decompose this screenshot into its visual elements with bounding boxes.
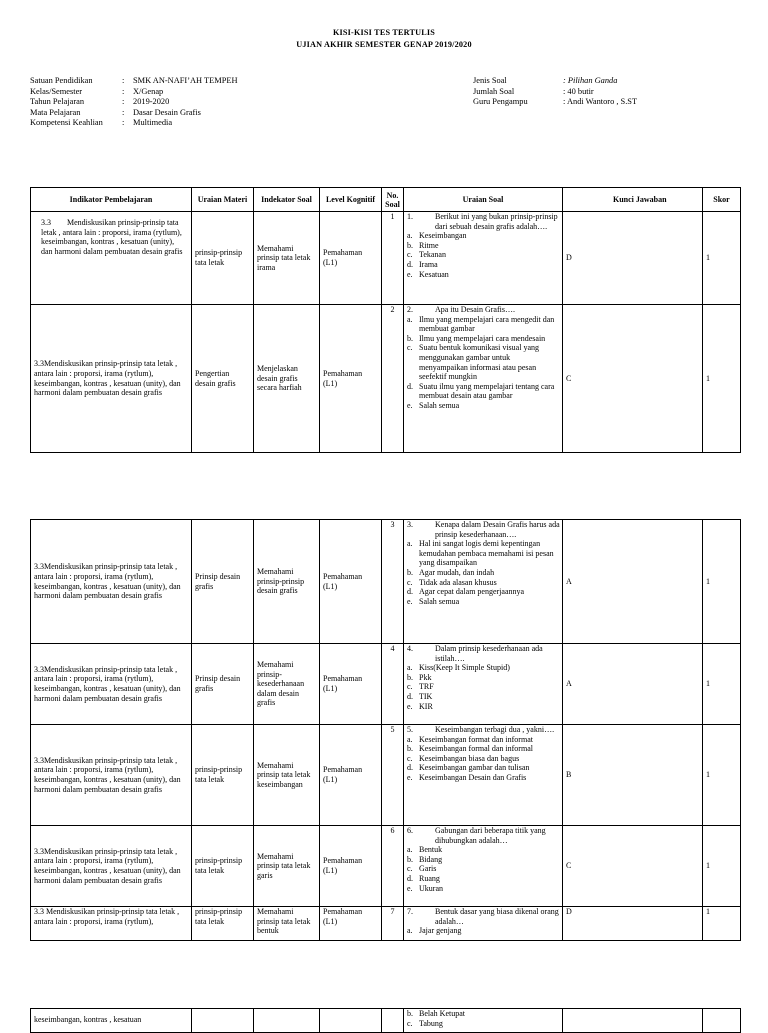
- option: b. Pkk: [407, 672, 432, 682]
- option: e. KIR: [407, 701, 433, 711]
- option: c. Garis: [407, 864, 437, 874]
- option: e. Ukuran: [407, 883, 443, 893]
- stem-number: 3.: [407, 520, 413, 529]
- table-row: [31, 520, 741, 644]
- uraian-soal-cell: [404, 305, 563, 453]
- option: d. Suatu ilmu yang mempelajari tentang cara membuat desain atau gambar: [407, 381, 555, 401]
- info-left: Satuan Pendidikan : SMK AN-NAFI’AH TEMPEH Kelas/Semester : X/Genap Tahun Pelajaran : 2019-2020 Mata Pelajaran : Dasar Desain Grafis Kompetensi Keahlian : Multimedia: [30, 76, 238, 128]
- option: a. Ilmu yang mempelajari cara mengedit dan membuat gambar: [407, 314, 555, 334]
- document-subtitle: UJIAN AKHIR SEMESTER GENAP 2019/2020: [296, 40, 472, 49]
- level-cell: Pemahaman (L1): [320, 305, 382, 453]
- materi-cell: prinsip-prinsip tata letak: [192, 907, 254, 941]
- table-row: [31, 907, 741, 941]
- stem-text: Berikut ini yang bukan prinsip-prinsip dari sebuah desain grafis adalah….: [435, 212, 558, 231]
- info-value: Dasar Desain Grafis: [133, 107, 201, 117]
- document-title: KISI-KISI TES TERTULIS: [332, 28, 436, 37]
- materi-cell: Prinsip desain grafis: [192, 520, 254, 644]
- uraian-soal-cell: [404, 644, 563, 725]
- info-right: [473, 76, 637, 108]
- info-value: X/Genap: [133, 86, 164, 96]
- no-cell: [382, 1009, 404, 1033]
- option: a. Hal ini sangat logis demi kepentingan kemudahan pembaca memahami isi pesan yang disampaikan: [407, 539, 554, 568]
- level-cell: Pemahaman (L1): [320, 826, 382, 907]
- indicator-num: 3.3: [41, 218, 51, 227]
- indikator-cell: [31, 520, 192, 644]
- uraian-soal-cell: [404, 212, 563, 305]
- skor-cell: 1: [703, 907, 741, 941]
- header-indikator-soal: Indekator Soal: [254, 188, 320, 212]
- header-level: Level Kognitif: [320, 188, 382, 212]
- kisi-table-3: [30, 1008, 741, 1033]
- indicator-num: 3.3: [34, 359, 44, 369]
- option: d. Ruang: [407, 873, 440, 883]
- header-skor: Skor: [703, 188, 741, 212]
- info-value: : Pilihan Ganda: [563, 76, 618, 85]
- uraian-soal-cell: [404, 826, 563, 907]
- header-no: No. Soal: [382, 188, 404, 212]
- option: b. Agar mudah, dan indah: [407, 567, 495, 577]
- option: d. TIK: [407, 691, 433, 701]
- option: c. Tidak ada alasan khusus: [407, 577, 497, 587]
- option: a. Keseimbangan: [407, 231, 467, 241]
- option: a. Jajar genjang: [407, 926, 462, 936]
- indikator-soal-cell: [254, 1009, 320, 1033]
- indicator-num: 3.3: [34, 562, 44, 572]
- indicator-text: Mendiskusikan prinsip-prinsip tata letak , antara lain : proporsi, irama (rytlum), keseimbangan, kontras , kesatuan (unity), dan harmoni dalam pembuatan desain grafis: [34, 755, 181, 794]
- info-value: : Andi Wantoro , S.ST: [563, 97, 638, 107]
- info-label: Kelas/Semester: [30, 86, 83, 96]
- header-uraian-soal: Uraian Soal: [404, 188, 563, 212]
- uraian-soal-cell: [404, 907, 563, 941]
- level-cell: Pemahaman (L1): [320, 520, 382, 644]
- kunci-cell: A: [563, 520, 703, 644]
- indicator-text: Mendiskusikan prinsip-prinsip tata letak , antara lain : proporsi, irama (rytlum), keseimbangan, kontras , kesatuan (unity), dan harmoni dalam pembuatan desain grafis: [34, 562, 181, 601]
- no-cell: 2: [382, 305, 404, 453]
- skor-cell: [703, 1009, 741, 1033]
- indicator-text: Mendiskusikan prinsip-prinsip tata letak , antara lain : proporsi, irama (rytlum), keseimbangan, kontras , kesatuan (unity), dan harmoni dalam pembuatan desain grafis: [34, 359, 181, 398]
- option: b. Ritme: [407, 240, 439, 250]
- option: a. Bentuk: [407, 845, 443, 855]
- indicator-text: Mendiskusikan prinsip-prinsip tata letak , antara lain : proporsi, irama (rytlum), keseimbangan, kontras , kesatuan (unity), dan harmoni dalam pembuatan desain grafis: [34, 664, 181, 703]
- level-cell: Pemahaman (L1): [320, 644, 382, 725]
- info-label: Jenis Soal: [473, 76, 507, 85]
- indicator-num: 3.3: [34, 755, 44, 765]
- info-value: : 40 butir: [563, 86, 594, 96]
- materi-cell: prinsip-prinsip tata letak: [192, 826, 254, 907]
- kunci-cell: A: [563, 644, 703, 725]
- stem-text: Apa itu Desain Grafis….: [435, 305, 515, 314]
- info-label: Guru Pengampu: [473, 97, 528, 107]
- table-row: [31, 305, 741, 453]
- indikator-cell: [31, 212, 192, 305]
- uraian-soal-cell: [404, 725, 563, 826]
- option: e. Keseimbangan Desain dan Grafis: [407, 772, 527, 782]
- materi-cell: prinsip-prinsip tata letak: [192, 725, 254, 826]
- option: a. Kiss(Keep It Simple Stupid): [407, 663, 510, 673]
- indikator-soal-cell: Menjelaskan desain grafis secara harfiah: [254, 305, 320, 453]
- info-label: Satuan Pendidikan: [30, 76, 93, 85]
- level-cell: Pemahaman (L1): [320, 725, 382, 826]
- indikator-soal-cell: Memahami prinsip tata letak garis: [254, 826, 320, 907]
- info-value: SMK AN-NAFI’AH TEMPEH: [133, 76, 238, 85]
- indicator-num: 3.3: [34, 846, 44, 856]
- kunci-cell: B: [563, 725, 703, 826]
- option: d. Irama: [407, 259, 438, 269]
- no-cell: 4: [382, 644, 404, 725]
- indikator-soal-cell: Memahami prinsip-kesederhanaan dalam desain grafis: [254, 644, 320, 725]
- info-value: 2019-2020: [133, 97, 170, 107]
- materi-cell: Pengertian desain grafis: [192, 305, 254, 453]
- info-value: Multimedia: [133, 118, 173, 128]
- option: d. Agar cepat dalam pengerjaannya: [407, 587, 525, 597]
- materi-cell: prinsip-prinsip tata letak: [192, 212, 254, 305]
- skor-cell: 1: [703, 725, 741, 826]
- option: e. Salah semua: [407, 596, 460, 606]
- no-cell: 5: [382, 725, 404, 826]
- indikator-soal-cell: Memahami prinsip-prinsip desain grafis: [254, 520, 320, 644]
- indikator-soal-cell: Memahami prinsip tata letak bentuk: [254, 907, 320, 941]
- option: a. Keseimbangan format dan informat: [407, 734, 533, 744]
- level-cell: Pemahaman (L1): [320, 212, 382, 305]
- option: b. Belah Ketupat: [407, 1009, 465, 1018]
- info-label: Tahun Pelajaran: [30, 97, 85, 107]
- option: c. Tekanan: [407, 250, 446, 260]
- stem-text: Bentuk dasar yang biasa dikenal orang adalah…: [435, 907, 559, 926]
- skor-cell: 1: [703, 644, 741, 725]
- uraian-soal-cell: [404, 520, 563, 644]
- table-row: [31, 644, 741, 725]
- header-kunci: Kunci Jawaban: [563, 188, 703, 212]
- option: c. Keseimbangan biasa dan bagus: [407, 753, 520, 763]
- stem-number: 6.: [407, 826, 413, 835]
- kisi-table-1: [30, 187, 741, 453]
- stem-number: 2.: [407, 305, 413, 314]
- indikator-cell: [31, 725, 192, 826]
- kunci-cell: C: [563, 826, 703, 907]
- indicator-text: Mendiskusikan prinsip-prinsip tata letak , antara lain : proporsi, irama (rytlum), keseimbangan, kontras , kesatuan (unity), dan harmoni dalam pembuatan desain grafis: [34, 846, 181, 885]
- indikator-cell: [31, 644, 192, 725]
- level-cell: Pemahaman (L1): [320, 907, 382, 941]
- table-row: [31, 725, 741, 826]
- skor-cell: 1: [703, 826, 741, 907]
- info-label: Mata Pelajaran: [30, 107, 81, 117]
- table-row: [31, 212, 741, 305]
- materi-cell: Prinsip desain grafis: [192, 644, 254, 725]
- no-cell: 7: [382, 907, 404, 941]
- option: b. Bidang: [407, 854, 443, 864]
- level-cell: [320, 1009, 382, 1033]
- option: d. Keseimbangan gambar dan tulisan: [407, 763, 530, 773]
- stem-text: Dalam prinsip kesederhanaan ada istilah….: [435, 644, 543, 663]
- info-label: Jumlah Soal: [473, 86, 515, 96]
- indikator-cell: 3.3 Mendiskusikan prinsip-prinsip tata letak , antara lain : proporsi, irama (rytlum),: [31, 907, 192, 941]
- kunci-cell: D: [563, 212, 703, 305]
- no-cell: 6: [382, 826, 404, 907]
- header-indikator: Indikator Pembelajaran: [31, 188, 192, 212]
- uraian-soal-cell: [404, 1009, 563, 1033]
- table-row: [31, 826, 741, 907]
- stem-number: 4.: [407, 644, 413, 653]
- skor-cell: 1: [703, 212, 741, 305]
- indikator-soal-cell: Memahami prinsip tata letak irama: [254, 212, 320, 305]
- stem-text: Kenapa dalam Desain Grafis harus ada prinsip kesederhanaan….: [435, 520, 560, 539]
- option: c. Suatu bentuk komunikasi visual yang menggunakan gambar untuk menyampaikan informasi atau pesan seefektif mungkin: [407, 343, 539, 382]
- kunci-cell: [563, 1009, 703, 1033]
- indikator-cell: [31, 826, 192, 907]
- option: c. Tabung: [407, 1018, 443, 1028]
- stem-number: 7.: [407, 907, 413, 916]
- header-materi: Uraian Materi: [192, 188, 254, 212]
- kunci-cell: D: [563, 907, 703, 941]
- kunci-cell: C: [563, 305, 703, 453]
- no-cell: 3: [382, 520, 404, 644]
- stem-number: 1.: [407, 212, 413, 221]
- stem-text: Keseimbangan terbagi dua , yakni….: [435, 725, 555, 734]
- indikator-cell: [31, 305, 192, 453]
- indikator-soal-cell: Memahami prinsip tata letak keseimbangan: [254, 725, 320, 826]
- skor-cell: 1: [703, 520, 741, 644]
- option: b. Keseimbangan formal dan informal: [407, 744, 533, 754]
- option: b. Ilmu yang mempelajari cara mendesain: [407, 333, 546, 343]
- option: e. Salah semua: [407, 400, 460, 410]
- no-cell: 1: [382, 212, 404, 305]
- info-label: Kompetensi Keahlian: [30, 118, 103, 128]
- option: c. TRF: [407, 682, 434, 692]
- indicator-text: Mendiskusikan prinsip-prinsip tata letak , antara lain : proporsi, irama (rytlum), keseimbangan, kontras , kesatuan (unity), dan harmoni dalam pembuatan desain grafis: [41, 218, 183, 256]
- skor-cell: 1: [703, 305, 741, 453]
- table-row: [31, 1009, 741, 1033]
- option: e. Kesatuan: [407, 269, 449, 279]
- kisi-table-2: [30, 519, 741, 941]
- stem-text: Gabungan dari beberapa titik yang dihubungkan adalah…: [435, 826, 546, 845]
- stem-number: 5.: [407, 725, 413, 734]
- indicator-num: 3.3: [34, 664, 44, 674]
- indikator-cell: keseimbangan, kontras , kesatuan: [31, 1009, 192, 1033]
- materi-cell: [192, 1009, 254, 1033]
